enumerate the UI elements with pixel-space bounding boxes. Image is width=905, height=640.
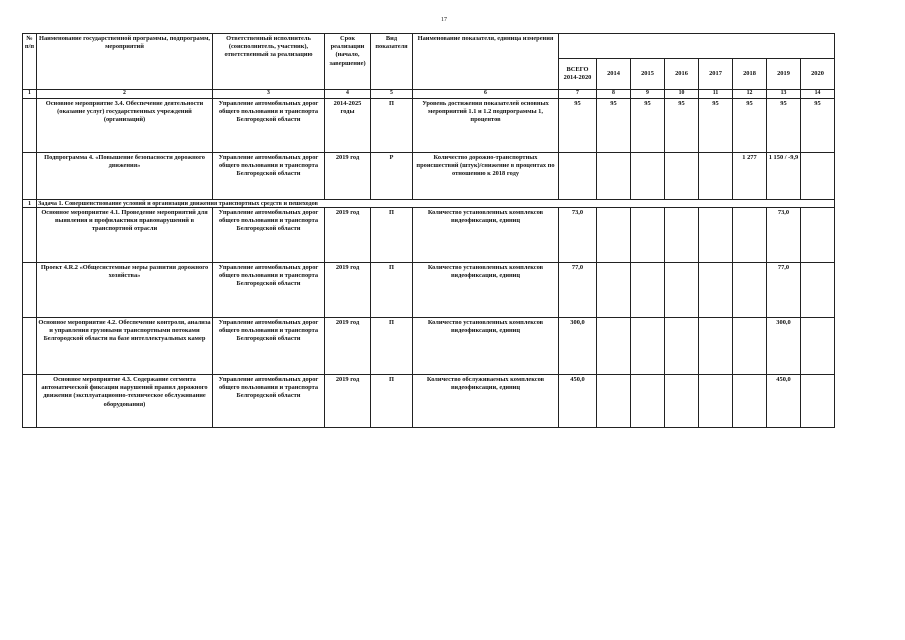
- row-term: 2019 год: [325, 375, 371, 428]
- table-row: [23, 318, 835, 375]
- row-value: [631, 208, 665, 263]
- row-num: [23, 99, 37, 153]
- header-year: 2018: [733, 59, 767, 90]
- row-value: [801, 318, 835, 375]
- row-value: [801, 153, 835, 200]
- row-value: [631, 263, 665, 318]
- column-number: 4: [325, 90, 371, 99]
- row-value: 1 150 / -9,9: [767, 153, 801, 200]
- row-value: [733, 263, 767, 318]
- header-year: 2014: [597, 59, 631, 90]
- row-value: [733, 375, 767, 428]
- row-term: 2014-2025 годы: [325, 99, 371, 153]
- row-num: [23, 208, 37, 263]
- row-value: [733, 208, 767, 263]
- row-name: Основное мероприятие 4.2. Обеспечение контроля, анализа и управления грузовыми транспортными потоками Белгородской области на базе интеллектуальных камер: [37, 318, 213, 375]
- row-value: [559, 153, 597, 200]
- row-value: [801, 375, 835, 428]
- row-name: Подпрограмма 4. «Повышение безопасности дорожного движения»: [37, 153, 213, 200]
- column-number: 8: [597, 90, 631, 99]
- row-kind: П: [371, 318, 413, 375]
- header-year: 2020: [801, 59, 835, 90]
- row-indicator: Количество установленных комплексов видеофиксации, единиц: [413, 263, 559, 318]
- row-value: [699, 263, 733, 318]
- row-value: [597, 318, 631, 375]
- row-value: 95: [559, 99, 597, 153]
- column-number: 1: [23, 90, 37, 99]
- page-number: 17: [441, 17, 447, 23]
- row-value: 73,0: [559, 208, 597, 263]
- row-value: [699, 153, 733, 200]
- header-values-group: [559, 34, 835, 59]
- row-value: 450,0: [767, 375, 801, 428]
- row-name: Проект 4.R.2 «Общесистемные меры развития дорожного хозяйства»: [37, 263, 213, 318]
- row-executor: Управление автомобильных дорог общего пользования и транспорта Белгородской области: [213, 318, 325, 375]
- row-term: 2019 год: [325, 208, 371, 263]
- header-num: № п/п: [23, 34, 37, 90]
- row-indicator: Количество установленных комплексов видеофиксации, единиц: [413, 208, 559, 263]
- row-value: 450,0: [559, 375, 597, 428]
- row-value: [597, 153, 631, 200]
- row-num: [23, 318, 37, 375]
- row-num: [23, 375, 37, 428]
- column-number: 7: [559, 90, 597, 99]
- row-value: 95: [699, 99, 733, 153]
- table-row: [23, 208, 835, 263]
- row-value: [597, 375, 631, 428]
- column-number: 6: [413, 90, 559, 99]
- row-term: 2019 год: [325, 263, 371, 318]
- row-value: [801, 208, 835, 263]
- row-value: 95: [665, 99, 699, 153]
- row-value: [699, 318, 733, 375]
- row-kind: П: [371, 99, 413, 153]
- row-value: [665, 208, 699, 263]
- task-text: Задача 1. Совершенствование условий и организации движения транспортных средств и пешеходов: [37, 200, 835, 208]
- row-name: Основное мероприятие 4.1. Проведение мероприятий для выявления и профилактики правонарушений в транспортной отрасли: [37, 208, 213, 263]
- program-indicators-table: [22, 33, 835, 428]
- column-number: 11: [699, 90, 733, 99]
- row-kind: Р: [371, 153, 413, 200]
- header-name: Наименование государственной программы, подпрограмм, мероприятий: [37, 34, 213, 90]
- row-value: 95: [597, 99, 631, 153]
- header-year: 2017: [699, 59, 733, 90]
- row-value: [597, 263, 631, 318]
- row-value: 95: [801, 99, 835, 153]
- row-name: Основное мероприятие 4.3. Содержание сегмента автоматической фиксации нарушений правил дорожного движения (эксплуатационно-техническое обслуживание оборудования): [37, 375, 213, 428]
- column-numbers-row: [23, 90, 835, 99]
- row-term: 2019 год: [325, 318, 371, 375]
- column-number: 2: [37, 90, 213, 99]
- column-number: 10: [665, 90, 699, 99]
- row-value: 300,0: [559, 318, 597, 375]
- header-indicator: Наименование показателя, единица измерения: [413, 34, 559, 90]
- row-value: [733, 318, 767, 375]
- row-value: [631, 318, 665, 375]
- row-value: [665, 318, 699, 375]
- row-kind: П: [371, 208, 413, 263]
- row-value: [665, 375, 699, 428]
- row-value: [665, 153, 699, 200]
- table-row: [23, 153, 835, 200]
- row-value: [801, 263, 835, 318]
- column-number: 13: [767, 90, 801, 99]
- column-number: 5: [371, 90, 413, 99]
- row-value: 77,0: [767, 263, 801, 318]
- header-executor: Ответственный исполнитель (соисполнитель, участник), ответственный за реализацию: [213, 34, 325, 90]
- row-value: 1 277: [733, 153, 767, 200]
- row-indicator: Уровень достижения показателей основных мероприятий 1.1 и 1.2 подпрограммы 1, процентов: [413, 99, 559, 153]
- row-executor: Управление автомобильных дорог общего пользования и транспорта Белгородской области: [213, 375, 325, 428]
- row-executor: Управление автомобильных дорог общего пользования и транспорта Белгородской области: [213, 99, 325, 153]
- column-number: 3: [213, 90, 325, 99]
- row-value: 95: [733, 99, 767, 153]
- row-indicator: Количество дорожно-транспортных происшествий (штук)/снижение в процентах по отношению к 2018 году: [413, 153, 559, 200]
- row-value: [699, 208, 733, 263]
- row-executor: Управление автомобильных дорог общего пользования и транспорта Белгородской области: [213, 153, 325, 200]
- row-value: [631, 375, 665, 428]
- row-value: [665, 263, 699, 318]
- row-name: Основное мероприятие 3.4. Обеспечение деятельности (оказание услуг) государственных учреждений (организаций): [37, 99, 213, 153]
- row-value: 73,0: [767, 208, 801, 263]
- row-term: 2019 год: [325, 153, 371, 200]
- header-kind: Вид показателя: [371, 34, 413, 90]
- table-row: [23, 99, 835, 153]
- header-row: [23, 34, 835, 59]
- row-value: [631, 153, 665, 200]
- column-number: 12: [733, 90, 767, 99]
- header-total: ВСЕГО 2014-2020: [559, 59, 597, 90]
- row-executor: Управление автомобильных дорог общего пользования и транспорта Белгородской области: [213, 208, 325, 263]
- row-value: 95: [631, 99, 665, 153]
- column-number: 14: [801, 90, 835, 99]
- row-value: 77,0: [559, 263, 597, 318]
- row-kind: П: [371, 263, 413, 318]
- header-year: 2016: [665, 59, 699, 90]
- table-row: [23, 263, 835, 318]
- row-value: 300,0: [767, 318, 801, 375]
- task-num: 1: [23, 200, 37, 208]
- row-num: [23, 263, 37, 318]
- row-value: [597, 208, 631, 263]
- task-row: [23, 200, 835, 208]
- row-value: [699, 375, 733, 428]
- column-number: 9: [631, 90, 665, 99]
- table-row: [23, 375, 835, 428]
- row-kind: П: [371, 375, 413, 428]
- header-year: 2019: [767, 59, 801, 90]
- header-term: Срок реализации (начало, завершение): [325, 34, 371, 90]
- row-executor: Управление автомобильных дорог общего пользования и транспорта Белгородской области: [213, 263, 325, 318]
- row-num: [23, 153, 37, 200]
- row-indicator: Количество установленных комплексов видеофиксации, единиц: [413, 318, 559, 375]
- row-value: 95: [767, 99, 801, 153]
- row-indicator: Количество обслуживаемых комплексов видеофиксации, единиц: [413, 375, 559, 428]
- header-year: 2015: [631, 59, 665, 90]
